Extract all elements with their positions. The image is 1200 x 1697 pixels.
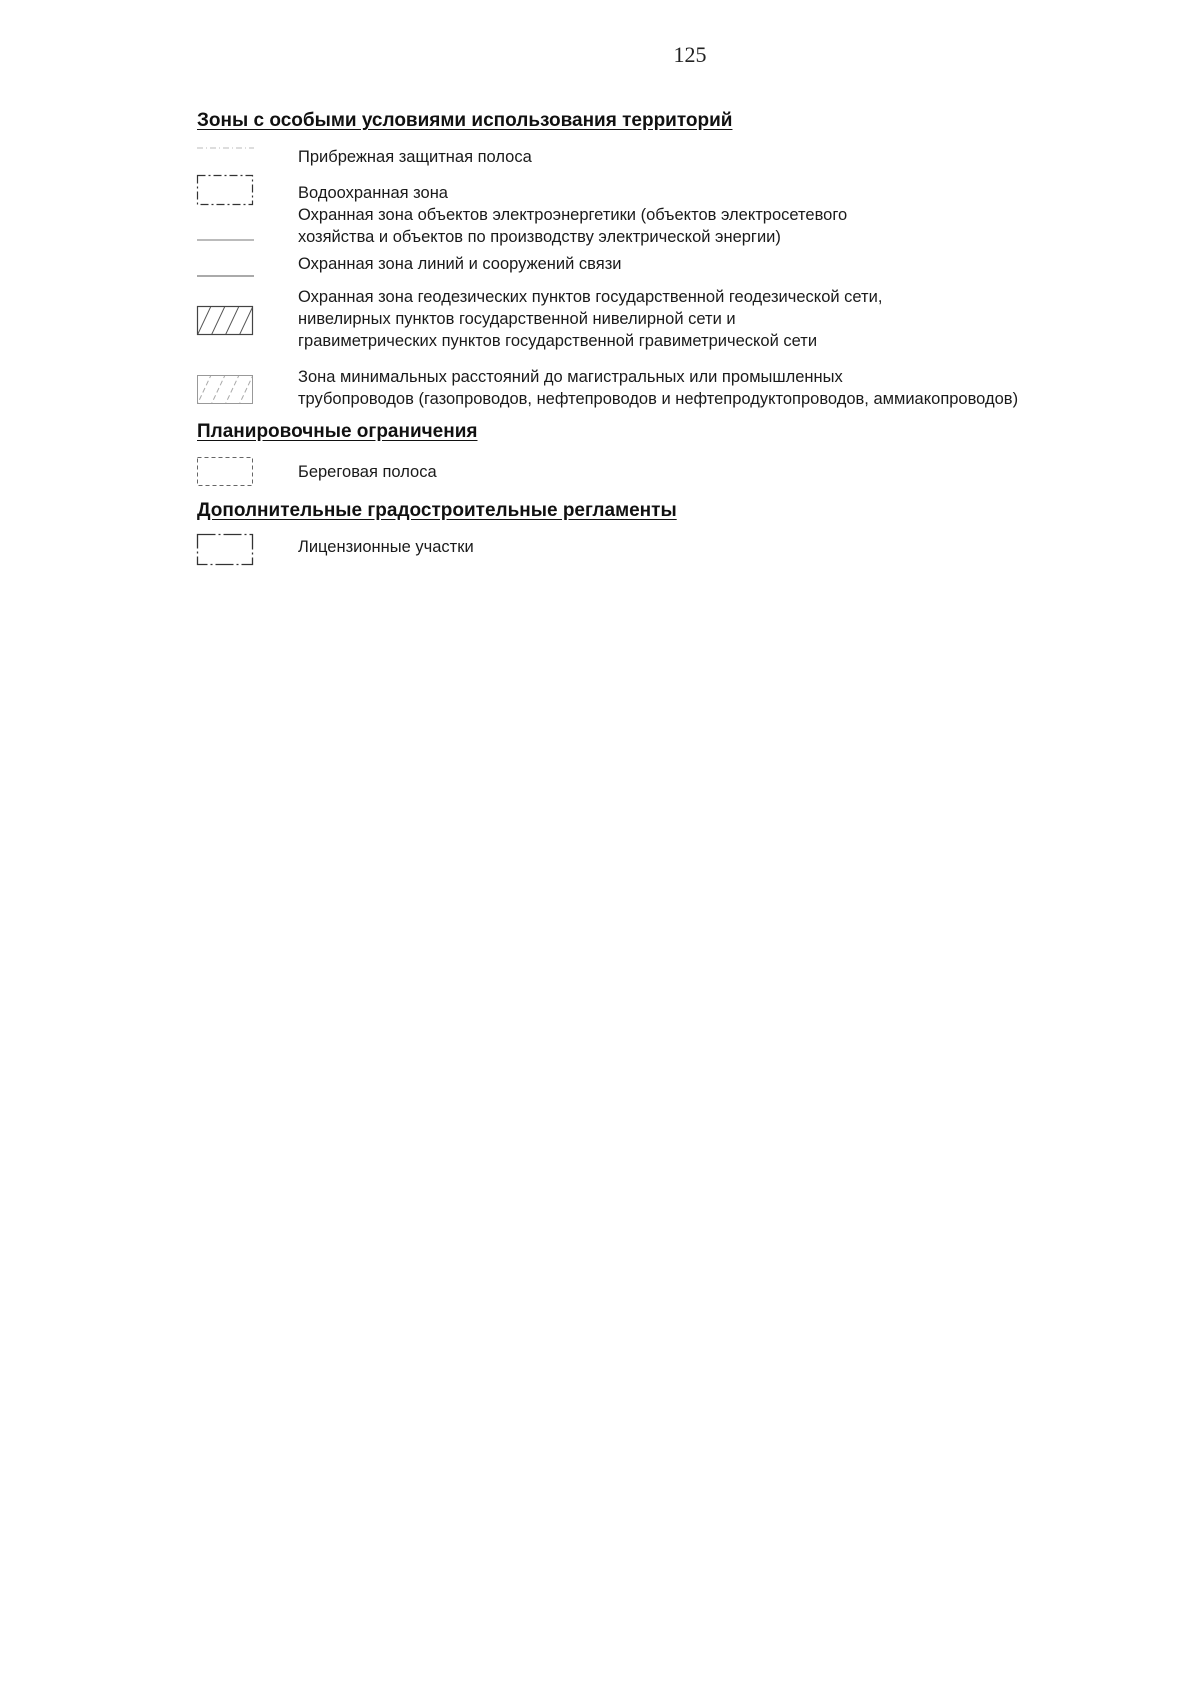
light-hatched-box-icon xyxy=(196,373,256,413)
section-heading-additional-regulations: Дополнительные градостроительные регламенты xyxy=(197,500,677,521)
legend-item-label: Лицензионные участки xyxy=(298,538,474,556)
dashed-box-icon xyxy=(196,455,256,495)
page-number: 125 xyxy=(673,42,707,67)
legend-item-label: Прибрежная защитная полоса xyxy=(298,148,532,166)
legend-item-label: Охранная зона геодезических пунктов государственной геодезической сети, нивелирных пунктов государственной нивелирной сети и гравиметрических пунктов государственной гравиметрической сети xyxy=(298,288,883,350)
legend-item-label: Водоохранная зона xyxy=(298,184,448,202)
communication-line-icon xyxy=(196,266,256,306)
legend-item-label: Береговая полоса xyxy=(298,463,437,481)
legend-item-label: Зона минимальных расстояний до магистральных или промышленных трубопроводов (газопроводов, нефтепроводов и нефтепродуктопроводов, аммиакопроводов) xyxy=(298,368,1019,408)
dash-dot-box-icon xyxy=(196,532,256,572)
power-line-icon xyxy=(196,228,256,268)
water-protection-dashed-box-icon xyxy=(196,172,256,212)
legend-item-label: Охранная зона линий и сооружений связи xyxy=(298,255,622,273)
hatched-box-icon xyxy=(196,304,256,344)
section-heading-planning-restrictions: Планировочные ограничения xyxy=(197,421,478,442)
legend-item-label: Охранная зона объектов электроэнергетики (объектов электросетевого хозяйства и объектов по производству электрической энергии) xyxy=(298,206,848,246)
section-heading-special-zones: Зоны с особыми условиями использования территорий xyxy=(197,110,733,131)
